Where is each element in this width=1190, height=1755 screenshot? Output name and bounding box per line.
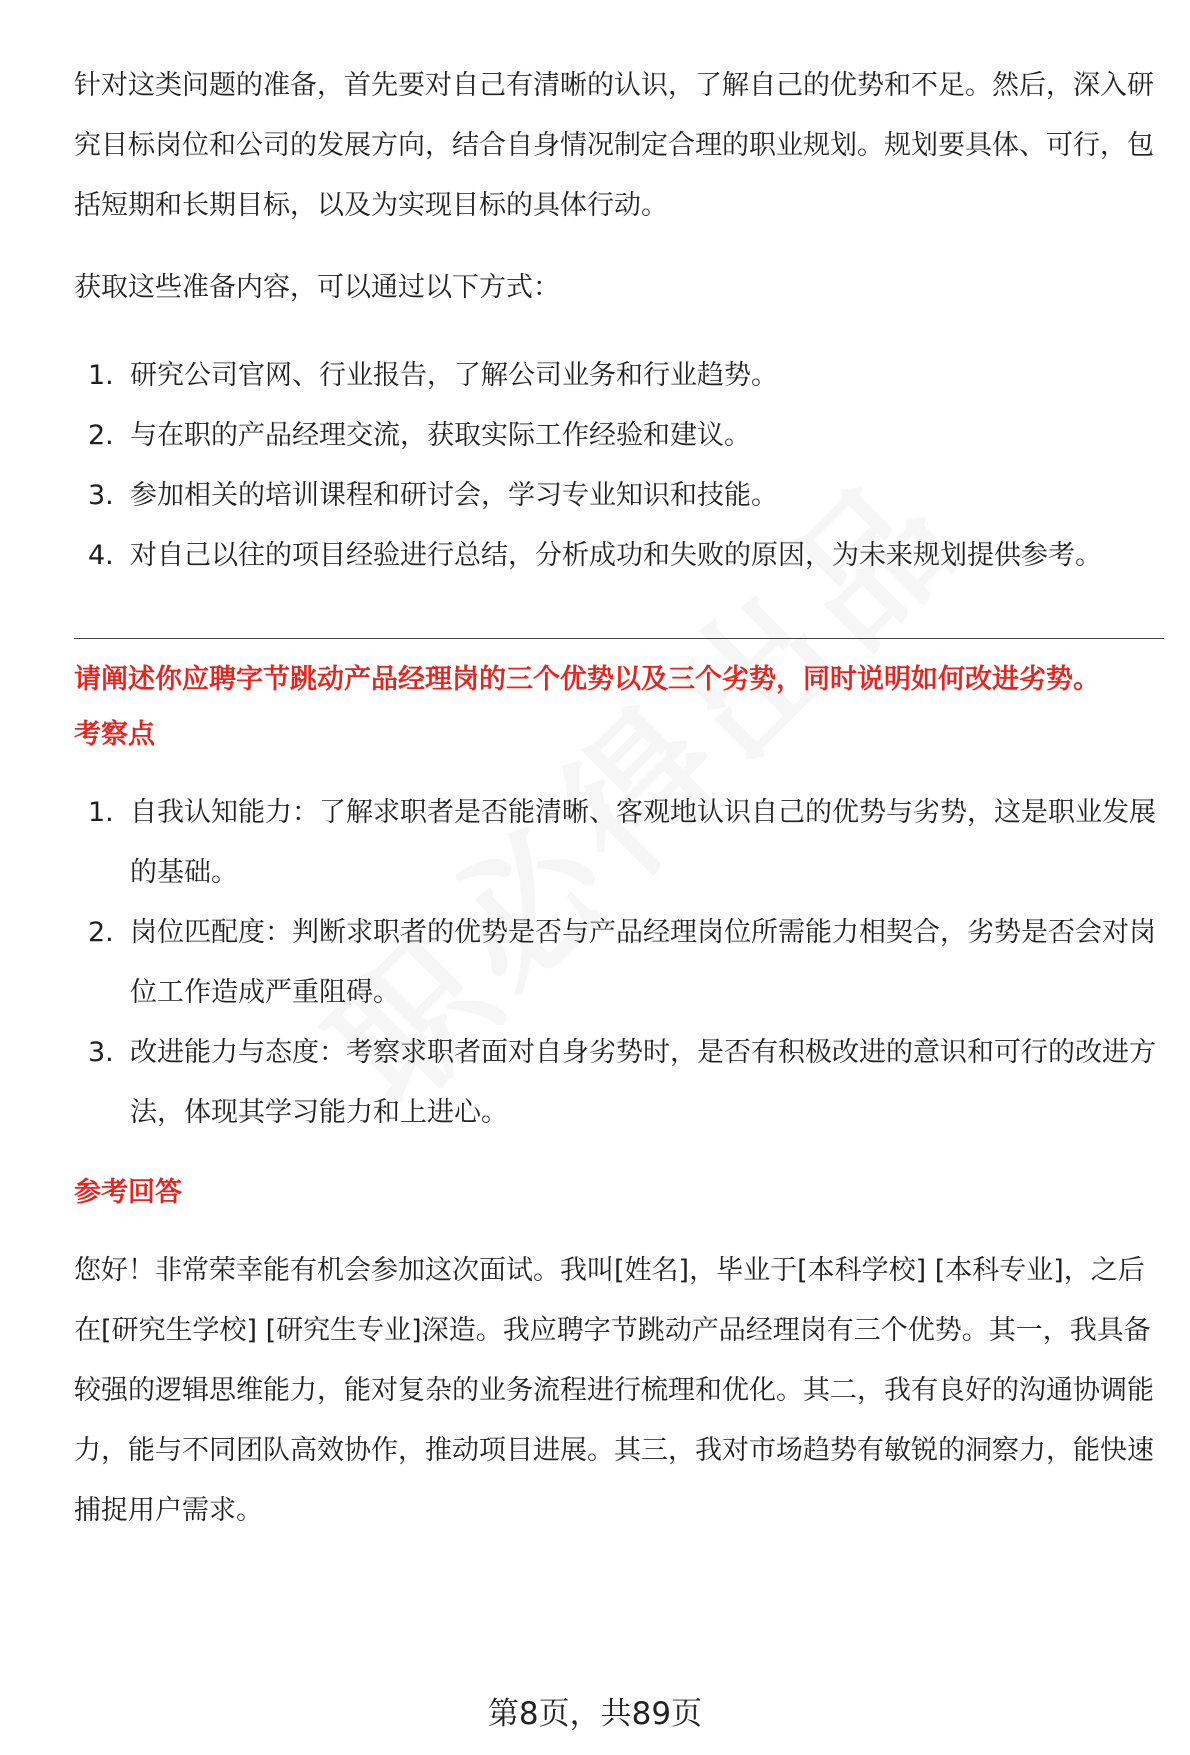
list-text: 自我认知能力：了解求职者是否能清晰、客观地认识自己的优势与劣势，这是职业发展的基础。 <box>130 797 1156 888</box>
list-item <box>74 526 1164 586</box>
list-number: 1. <box>88 797 114 828</box>
list-number: 1. <box>88 360 114 391</box>
points-list <box>74 783 1164 1143</box>
methods-list <box>74 346 1164 586</box>
list-number: 2. <box>88 917 114 948</box>
document-page <box>74 56 1164 1541</box>
list-text: 与在职的产品经理交流，获取实际工作经验和建议。 <box>130 420 751 451</box>
list-text: 对自己以往的项目经验进行总结，分析成功和失败的原因，为未来规划提供参考。 <box>130 540 1102 571</box>
answer-heading: 参考回答 <box>74 1177 182 1208</box>
list-text: 参加相关的培训课程和研讨会，学习专业知识和技能。 <box>130 480 778 511</box>
list-item <box>74 466 1164 526</box>
list-number: 3. <box>88 1037 114 1068</box>
question-title: 请阐述你应聘字节跳动产品经理岗的三个优势以及三个劣势，同时说明如何改进劣势。 <box>74 664 1100 695</box>
page-number: 第8页，共89页 <box>487 1696 703 1732</box>
methods-lead: 获取这些准备内容，可以通过以下方式： <box>74 272 560 303</box>
section-divider <box>74 638 1164 639</box>
list-text: 研究公司官网、行业报告，了解公司业务和行业趋势。 <box>130 360 778 391</box>
list-item <box>74 783 1164 903</box>
list-number: 3. <box>88 480 114 511</box>
list-text: 改进能力与态度：考察求职者面对自身劣势时，是否有积极改进的意识和可行的改进方法，体现其学习能力和上进心。 <box>130 1037 1156 1128</box>
list-item <box>74 903 1164 1023</box>
answer-paragraph: 您好！非常荣幸能有机会参加这次面试。我叫[姓名]，毕业于[本科学校] [本科专业]，之后在[研究生学校] [研究生专业]深造。我应聘字节跳动产品经理岗有三个优势。其一，我具备较强的逻辑思维能力，能对复杂的业务流程进行梳理和优化。其二，我有良好的沟通协调能力，能与不同团队高效协作，推动项目进展。其三，我对市场趋势有敏锐的洞察力，能快速捕捉用户需求。 <box>74 1255 1154 1526</box>
list-item <box>74 406 1164 466</box>
points-heading: 考察点 <box>74 719 155 750</box>
list-text: 岗位匹配度：判断求职者的优势是否与产品经理岗位所需能力相契合，劣势是否会对岗位工作造成严重阻碍。 <box>130 917 1156 1008</box>
list-item <box>74 346 1164 406</box>
list-item <box>74 1023 1164 1143</box>
intro-paragraph: 针对这类问题的准备，首先要对自己有清晰的认识，了解自己的优势和不足。然后，深入研究目标岗位和公司的发展方向，结合自身情况制定合理的职业规划。规划要具体、可行，包括短期和长期目标，以及为实现目标的具体行动。 <box>74 70 1154 221</box>
list-number: 4. <box>88 540 114 571</box>
list-number: 2. <box>88 420 114 451</box>
